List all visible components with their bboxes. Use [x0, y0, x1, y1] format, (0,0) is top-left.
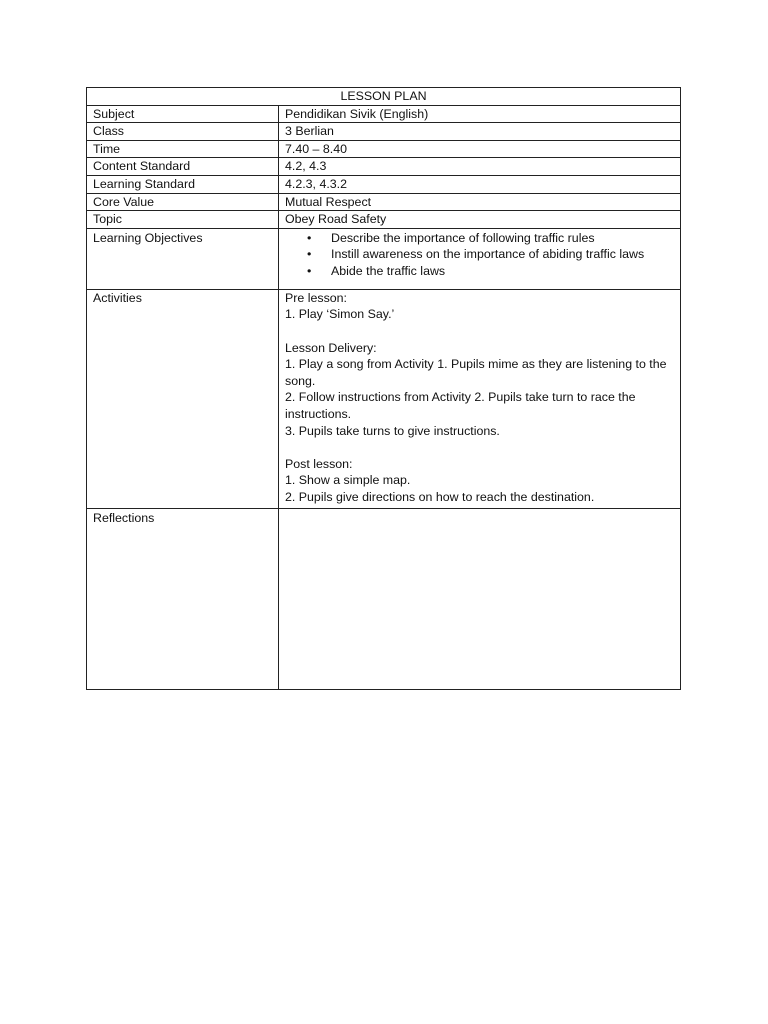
activities-row [87, 289, 681, 508]
post-lesson-heading: Post lesson: [285, 456, 353, 471]
post-lesson-item: 1. Show a simple map. [285, 473, 411, 488]
objective-text: Abide the traffic laws [331, 263, 446, 278]
learning-objectives-row [87, 228, 681, 289]
content-standard-row [87, 158, 681, 176]
bullet-icon: • [307, 230, 312, 245]
core-value-label: Core Value [87, 193, 279, 211]
topic-value: Obey Road Safety [279, 211, 681, 229]
lesson-plan-title: LESSON PLAN [87, 88, 681, 106]
learning-objectives-cell [279, 228, 681, 289]
lesson-delivery-item: 3. Pupils take turns to give instructions. [285, 423, 500, 438]
post-lesson-item: 2. Pupils give directions on how to reach the destination. [285, 489, 595, 504]
learning-standard-value: 4.2.3, 4.3.2 [279, 175, 681, 193]
objective-item [307, 263, 674, 280]
subject-row [87, 105, 681, 123]
objective-item [307, 246, 674, 263]
pre-lesson-item: 1. Play ‘Simon Say.’ [285, 307, 395, 322]
content-standard-label: Content Standard [87, 158, 279, 176]
learning-standard-label: Learning Standard [87, 175, 279, 193]
objective-text: Describe the importance of following traffic rules [331, 230, 595, 245]
lesson-delivery-heading: Lesson Delivery: [285, 340, 377, 355]
bullet-icon: • [307, 263, 312, 278]
lesson-delivery-item: 2. Follow instructions from Activity 2. Pupils take turn to race the instructions. [285, 390, 636, 421]
content-standard-value: 4.2, 4.3 [279, 158, 681, 176]
subject-label: Subject [87, 105, 279, 123]
subject-value: Pendidikan Sivik (English) [279, 105, 681, 123]
lesson-plan-table [86, 87, 681, 690]
topic-row [87, 211, 681, 229]
spacer [285, 439, 674, 456]
core-value-row [87, 193, 681, 211]
objective-item [307, 230, 674, 247]
spacer [285, 323, 674, 340]
bullet-icon: • [307, 247, 312, 262]
title-row [87, 88, 681, 106]
objective-text: Instill awareness on the importance of abiding traffic laws [331, 247, 645, 262]
reflections-value [279, 508, 681, 689]
learning-objectives-label: Learning Objectives [87, 228, 279, 289]
learning-standard-row [87, 175, 681, 193]
lesson-delivery-item: 1. Play a song from Activity 1. Pupils mime as they are listening to the song. [285, 357, 667, 388]
activities-label: Activities [87, 289, 279, 508]
class-value: 3 Berlian [279, 123, 681, 141]
reflections-row [87, 508, 681, 689]
topic-label: Topic [87, 211, 279, 229]
time-label: Time [87, 140, 279, 158]
reflections-label: Reflections [87, 508, 279, 689]
class-label: Class [87, 123, 279, 141]
time-row [87, 140, 681, 158]
class-row [87, 123, 681, 141]
pre-lesson-heading: Pre lesson: [285, 290, 347, 305]
objectives-list [285, 230, 674, 280]
time-value: 7.40 – 8.40 [279, 140, 681, 158]
activities-cell [279, 289, 681, 508]
core-value-value: Mutual Respect [279, 193, 681, 211]
